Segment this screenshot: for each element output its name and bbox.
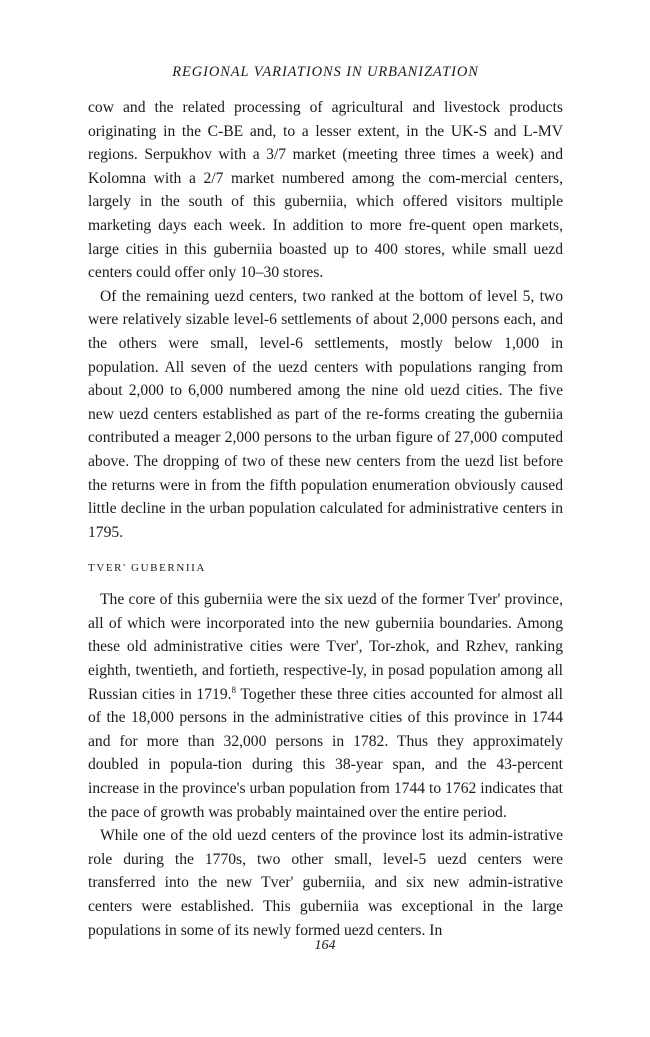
page-number: 164 xyxy=(314,938,336,953)
paragraph-text-before-note: The core of this guberniia were the six uezd of the former Tver' province, all of which were incorporated into the new guberniia boundaries. Among these old administrative cities were Tver', Tor-zhok, and Rzhev, ranking eighth, twentieth, and fortieth, respective-ly, in posad population among all Russian cities in 1719. xyxy=(88,591,563,703)
book-page xyxy=(88,62,563,942)
footnote-marker: 8 xyxy=(231,684,237,695)
paragraph-new-centers: While one of the old uezd centers of the province lost its admin-istrative role during the 1770s, two other small, level-5 uezd centers were transferred into the new Tver' guberniia, and six new admin-istrative centers were established. This guberniia was exceptional in the large populations in some of its newly formed uezd centers. In xyxy=(88,827,563,939)
paragraph-text-after-note: Together these three cities accounted for almost all of the 18,000 persons in the administrative cities of this province in 1744 and for more than 32,000 persons in 1782. Thus they approximately doubled in popula-tion during this 38-year span, and the 43-percent increase in the province's urban population from 1744 to 1762 indicates that the pace of growth was probably maintained over the entire period. xyxy=(88,685,563,821)
paragraph-remaining-centers: Of the remaining uezd centers, two ranked at the bottom of level 5, two were relatively sizable level-6 settlements of about 2,000 persons each, and the others were small, level-6 settlements, mostly below 1,000 in population. All seven of the uezd centers with populations ranging from about 2,000 to 6,000 numbered among the nine old uezd cities. The five new uezd centers established as part of the re-forms creating the guberniia contributed a meager 2,000 persons to the urban figure of 27,000 computed above. The dropping of two of these new centers from the uezd list before the returns were in from the fifth population enumeration obviously caused little decline in the urban population calculated for administrative centers in 1795. xyxy=(88,287,563,541)
running-head: REGIONAL VARIATIONS IN URBANIZATION xyxy=(172,64,479,80)
paragraph-tver-core xyxy=(88,588,563,824)
section-heading: TVER' GUBERNIIA xyxy=(88,562,206,575)
paragraph-continued: cow and the related processing of agricultural and livestock products originating in the C-BE and, to a lesser extent, in the UK-S and L-MV regions. Serpukhov with a 3/7 market (meeting three times a week) and Kolomna with a 2/7 market numbered among the com-mercial centers, largely in the south of this guberniia, which offered visitors multiple marketing days each week. In addition to more fre-quent open markets, large cities in this guberniia boasted up to 400 stores, while small uezd centers could offer only 10–30 stores. xyxy=(88,99,563,282)
